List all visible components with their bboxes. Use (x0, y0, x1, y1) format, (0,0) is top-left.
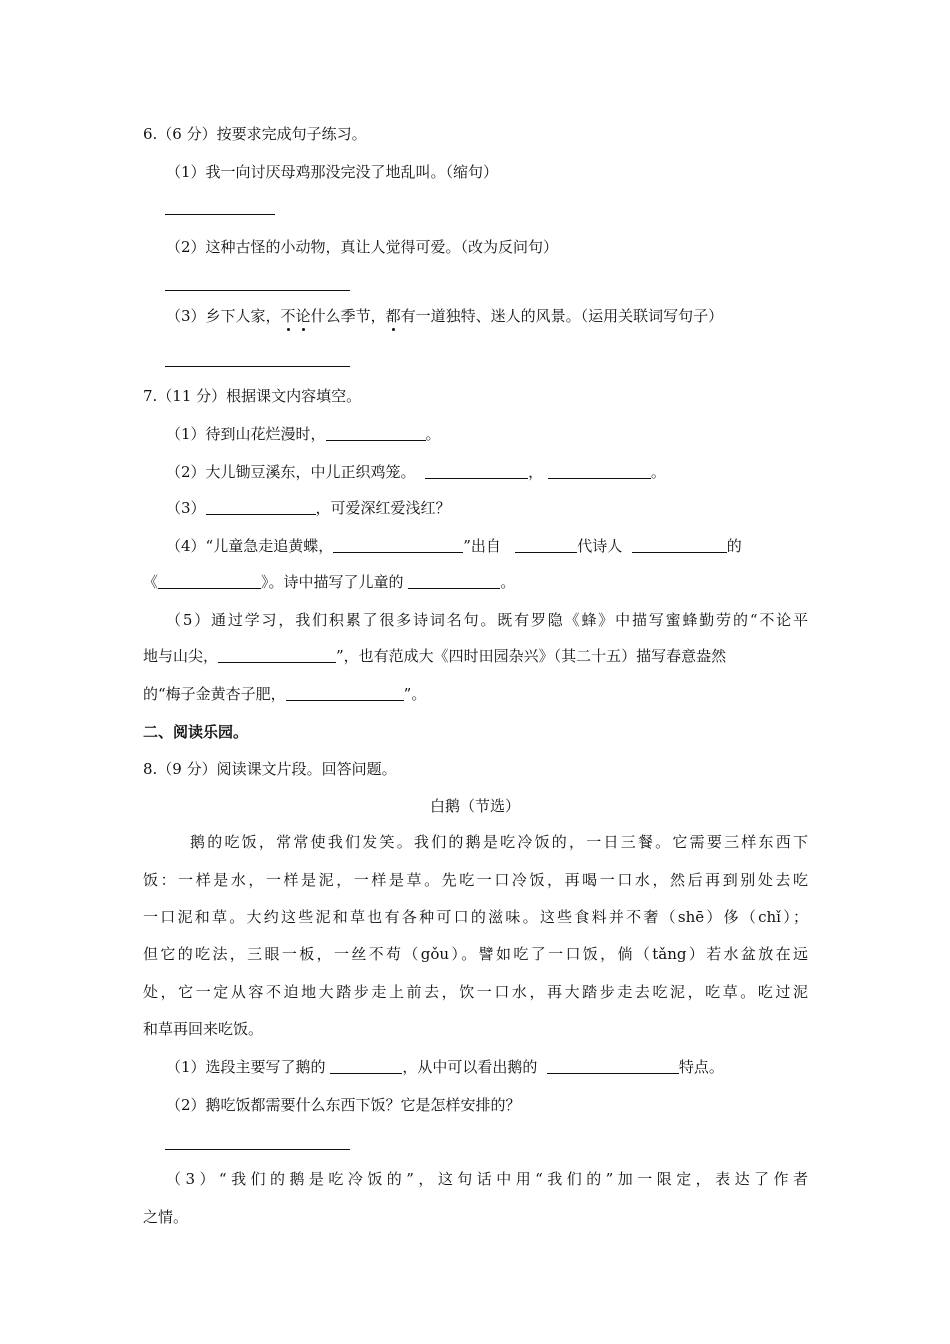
question-7-item-1: （1）待到山花烂漫时， 。 (166, 425, 441, 443)
question-7-item-3: （3） ，可爱深红爱浅红？ (166, 499, 451, 517)
fill-blank[interactable] (515, 538, 577, 553)
question-7-item-4-line-1: （4）“儿童急走追黄蝶， ”出自 代诗人 的 (166, 537, 742, 555)
question-8-item-2: （2）鹅吃饭都需要什么东西下饭？它是怎样安排的？ (166, 1096, 521, 1114)
fill-blank[interactable] (206, 500, 316, 515)
question-6-title: 6.（6 分）按要求完成句子练习。 (143, 125, 367, 143)
fill-blank[interactable] (408, 574, 500, 589)
fill-blank[interactable] (425, 464, 528, 479)
fill-blank[interactable] (548, 464, 651, 479)
question-8-title: 8.（9 分）阅读课文片段。回答问题。 (143, 760, 397, 778)
fill-blank[interactable] (547, 1059, 679, 1074)
passage-line: 饭：一样是水，一样是泥，一样是草。先吃一口冷饭，再喝一口水，然后再到别处去吃 (143, 871, 808, 889)
question-6-sentence-2: （2）这种古怪的小动物，真让人觉得可爱。（改为反问句） (166, 238, 559, 256)
fill-blank[interactable] (158, 574, 261, 589)
fill-blank[interactable] (326, 426, 426, 441)
emphasis-dot-char: 不 (280, 307, 296, 325)
fill-blank[interactable] (330, 1059, 402, 1074)
fill-blank[interactable] (333, 538, 463, 553)
question-6-sentence-3: （3）乡下人家，不论什么季节，都有一道独特、迷人的风景。（运用关联词写句子） (166, 307, 724, 325)
passage-line: 但它的吃法，三眼一板，一丝不苟（gǒu）。譬如吃了一口饭，倘（tǎng）若水盆放在远 (143, 945, 808, 963)
question-7-item-5-line-3: 的“梅子金黄杏子肥， ”。 (143, 685, 427, 703)
passage-title: 白鹅（节选） (429, 797, 520, 815)
fill-blank[interactable] (286, 686, 404, 701)
answer-line-6-1[interactable] (165, 214, 275, 215)
question-7-item-2: （2）大儿锄豆溪东，中儿正织鸡笼。 ， 。 (166, 463, 666, 481)
answer-line-6-2[interactable] (165, 290, 350, 291)
passage-line: 和草再回来吃饭。 (143, 1020, 264, 1038)
fill-blank[interactable] (218, 648, 336, 663)
question-8-item-3-line-2: 之情。 (143, 1208, 189, 1226)
question-6-sentence-1: （1）我一向讨厌母鸡那没完没了地乱叫。（缩句） (166, 163, 499, 181)
passage-line: 处，它一定从容不迫地大踏步走上前去，饮一口水，再大踏步走去吃泥，吃草。吃过泥 (143, 983, 808, 1001)
question-8-item-1: （1）选段主要写了鹅的 ，从中可以看出鹅的 特点。 (166, 1058, 724, 1076)
question-7-title: 7.（11 分）根据课文内容填空。 (143, 387, 362, 405)
question-8-item-3-line-1: （3）“我们的鹅是吃冷饭的”，这句话中用“我们的”加一限定，表达了作者 (166, 1170, 808, 1188)
passage-line: 鹅的吃饭，常常使我们发笑。我们的鹅是吃冷饭的，一日三餐。它需要三样东西下 (190, 833, 808, 851)
emphasis-dot-char: 都 (385, 307, 401, 325)
question-7-item-5-line-2: 地与山尖， ”，也有范成大《四时田园杂兴》（其二十五）描写春意盎然 (143, 647, 727, 665)
question-7-item-4-line-2: 《 》。诗中描写了儿童的 。 (143, 573, 516, 591)
emphasis-dot-char: 论 (295, 307, 311, 325)
section-2-title: 二、阅读乐园。 (143, 723, 249, 741)
passage-line: 一口泥和草。大约这些泥和草也有各种可口的滋味。这些食料并不奢（shē）侈（chǐ）； (143, 908, 808, 926)
fill-blank[interactable] (632, 538, 727, 553)
answer-line-8-2[interactable] (165, 1149, 350, 1150)
question-7-item-5-line-1: （5）通过学习，我们积累了很多诗词名句。既有罗隐《蜂》中描写蜜蜂勤劳的“不论平 (166, 611, 808, 629)
answer-line-6-3[interactable] (165, 366, 350, 367)
